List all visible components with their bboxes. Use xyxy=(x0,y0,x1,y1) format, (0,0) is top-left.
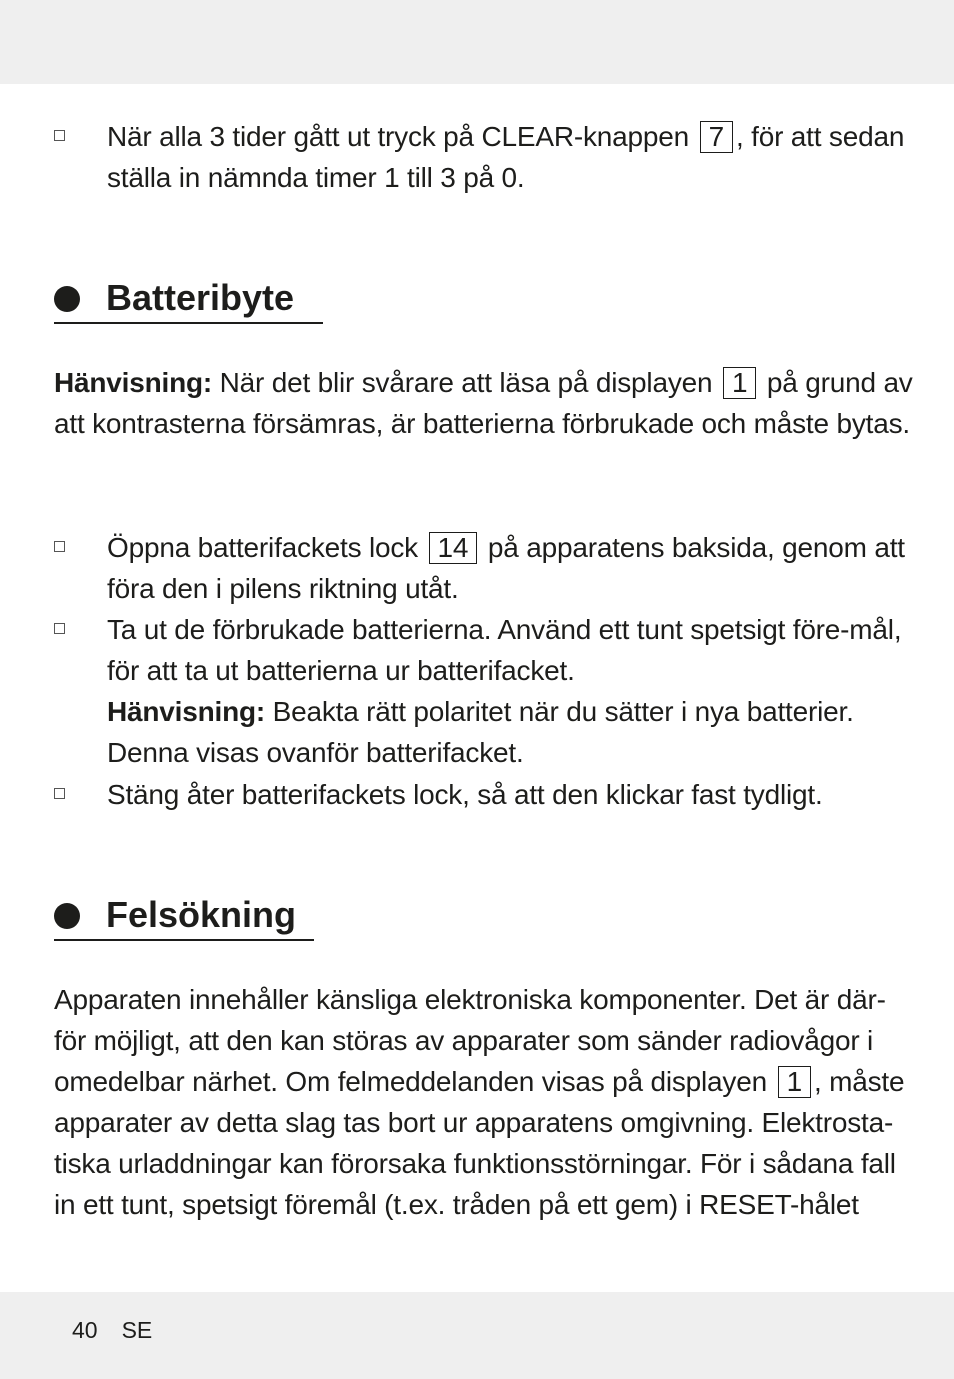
square-bullet-icon xyxy=(54,130,65,141)
page-number: 40 xyxy=(72,1317,98,1343)
reference-number: 14 xyxy=(429,532,478,564)
list-item xyxy=(54,116,914,198)
filled-circle-bullet-icon xyxy=(54,286,80,312)
section-title: Batteribyte xyxy=(106,277,295,318)
heading-underline xyxy=(54,322,323,324)
language-code: SE xyxy=(121,1317,153,1343)
body-paragraph: Apparaten innehåller känsliga elektroniska komponenter. Det är där-för möjligt, att den kan störas av apparater som sänder radiovågor i omedelbar närhet. Om felmeddelanden visas på displayen 1 , måste apparater av detta slag tas bort ur apparatens omgivning. Elektrosta-tiska urladdningar kan förorsaka funktionsstörningar. För i sådana fall in ett tunt, spetsigt föremål (t.ex. tråden på ett gem) i RESET-hålet xyxy=(54,984,905,1220)
square-bullet-icon xyxy=(54,788,65,799)
list-item-text: Öppna batterifackets lock 14 på apparatens baksida, genom att föra den i pilens riktning utåt. xyxy=(107,532,905,604)
square-bullet-icon xyxy=(54,623,65,634)
reference-number: 1 xyxy=(723,367,756,399)
reference-number: 1 xyxy=(778,1066,811,1098)
heading-underline xyxy=(54,939,314,941)
list-item xyxy=(54,527,914,609)
note-paragraph: Hänvisning: När det blir svårare att läsa på displayen 1 på grund av att kontrasterna försämras, är batterierna förbrukade och måste bytas. xyxy=(54,367,913,439)
list-item-text: Ta ut de förbrukade batterierna. Använd ett tunt spetsigt före-mål, för att ta ut batterierna ur batterifacket. Hänvisning: Beakta rätt polaritet när du sätter i nya batterier. Denna visas ovanför batterifacket. xyxy=(107,614,902,768)
top-band xyxy=(0,0,954,84)
reference-number: 7 xyxy=(700,121,733,153)
list-item xyxy=(54,774,914,815)
list-item-text: Stäng åter batterifackets lock, så att den klickar fast tydligt. xyxy=(107,779,823,810)
page-footer xyxy=(72,1317,176,1344)
square-bullet-icon xyxy=(54,541,65,552)
filled-circle-bullet-icon xyxy=(54,903,80,929)
section-title: Felsökning xyxy=(106,894,297,935)
list-item xyxy=(54,609,914,773)
list-item-text: När alla 3 tider gått ut tryck på CLEAR-knappen 7 , för att sedan ställa in nämnda timer 1 till 3 på 0. xyxy=(107,121,905,193)
